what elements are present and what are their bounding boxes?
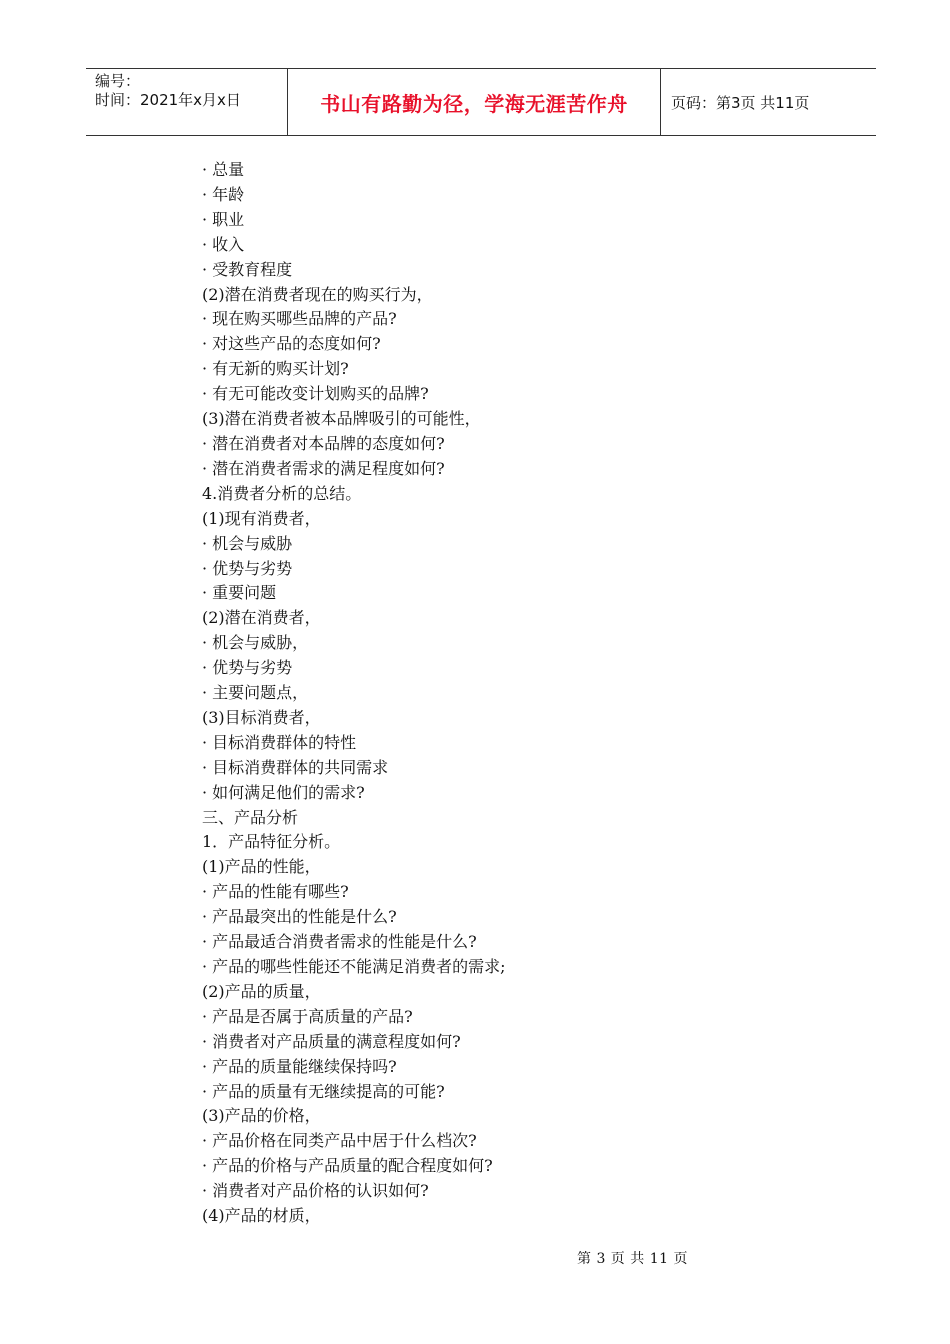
body-line: · 总量 bbox=[202, 160, 245, 179]
body-line: · 产品的质量有无继续提高的可能? bbox=[202, 1081, 445, 1101]
body-line: (1)产品的性能， bbox=[202, 857, 321, 877]
body-line: (3)目标消费者， bbox=[202, 707, 321, 727]
header-page-code: 页码：第3页 共11页 bbox=[671, 93, 810, 112]
body-line: · 消费者对产品质量的满意程度如何? bbox=[202, 1031, 461, 1051]
document-number-label: 编号： bbox=[95, 72, 141, 90]
body-line: · 产品的性能有哪些? bbox=[202, 882, 349, 902]
body-line: · 重要问题 bbox=[202, 583, 277, 603]
page-header bbox=[86, 68, 876, 136]
body-line: · 产品的质量能继续保持吗? bbox=[202, 1056, 397, 1076]
body-line: · 潜在消费者对本品牌的态度如何? bbox=[202, 433, 445, 453]
body-line: · 产品最突出的性能是什么? bbox=[202, 907, 397, 927]
body-line: · 产品的哪些性能还不能满足消费者的需求; bbox=[202, 957, 506, 976]
body-line: · 目标消费群体的共同需求 bbox=[202, 757, 389, 777]
body-line: · 产品价格在同类产品中居于什么档次? bbox=[202, 1131, 477, 1151]
body-line: 4.消费者分析的总结。 bbox=[202, 483, 362, 503]
body-line: · 产品是否属于高质量的产品? bbox=[202, 1006, 413, 1026]
body-line: · 有无新的购买计划? bbox=[202, 359, 349, 379]
body-line: 三、产品分析 bbox=[202, 807, 299, 827]
body-line: (2)潜在消费者现在的购买行为， bbox=[202, 284, 433, 304]
body-line: · 有无可能改变计划购买的品牌? bbox=[202, 384, 429, 404]
body-line: (3)产品的价格， bbox=[202, 1106, 321, 1126]
header-motto-cell bbox=[287, 69, 661, 135]
body-line: · 目标消费群体的特性 bbox=[202, 732, 357, 752]
body-line: · 现在购买哪些品牌的产品? bbox=[202, 309, 397, 329]
body-line: · 年龄 bbox=[202, 184, 245, 204]
body-line: (3)潜在消费者被本品牌吸引的可能性， bbox=[202, 409, 481, 429]
document-date-label: 时间：2021年x月x日 bbox=[95, 91, 241, 109]
page-footer: 第 3 页 共 11 页 bbox=[577, 1251, 688, 1267]
body-line: · 产品最适合消费者需求的性能是什么? bbox=[202, 932, 477, 952]
body-line: · 对这些产品的态度如何? bbox=[202, 334, 381, 354]
body-line: · 职业 bbox=[202, 209, 245, 229]
header-meta-cell bbox=[86, 69, 287, 135]
body-line: · 优势与劣势 bbox=[202, 558, 293, 578]
header-page-cell bbox=[661, 69, 876, 135]
body-line: 1．产品特征分析。 bbox=[202, 832, 341, 852]
body-line: (2)产品的质量， bbox=[202, 981, 321, 1001]
header-motto: 书山有路勤为径，学海无涯苦作舟 bbox=[320, 91, 628, 116]
body-line: · 如何满足他们的需求? bbox=[202, 782, 365, 802]
body-line: · 机会与威胁 bbox=[202, 533, 293, 553]
body-line: (4)产品的材质， bbox=[202, 1206, 321, 1226]
body-line: · 产品的价格与产品质量的配合程度如何? bbox=[202, 1156, 493, 1176]
body-line: · 优势与劣势 bbox=[202, 658, 293, 678]
body-line: · 收入 bbox=[202, 234, 245, 254]
body-line: (2)潜在消费者， bbox=[202, 608, 321, 628]
body-line: · 消费者对产品价格的认识如何? bbox=[202, 1181, 429, 1201]
body-line: · 主要问题点， bbox=[202, 683, 309, 703]
body-line: (1)现有消费者， bbox=[202, 508, 321, 528]
document-body bbox=[202, 158, 762, 1229]
body-line: · 潜在消费者需求的满足程度如何? bbox=[202, 458, 445, 478]
body-line: · 受教育程度 bbox=[202, 259, 293, 279]
body-line: · 机会与威胁， bbox=[202, 633, 309, 653]
